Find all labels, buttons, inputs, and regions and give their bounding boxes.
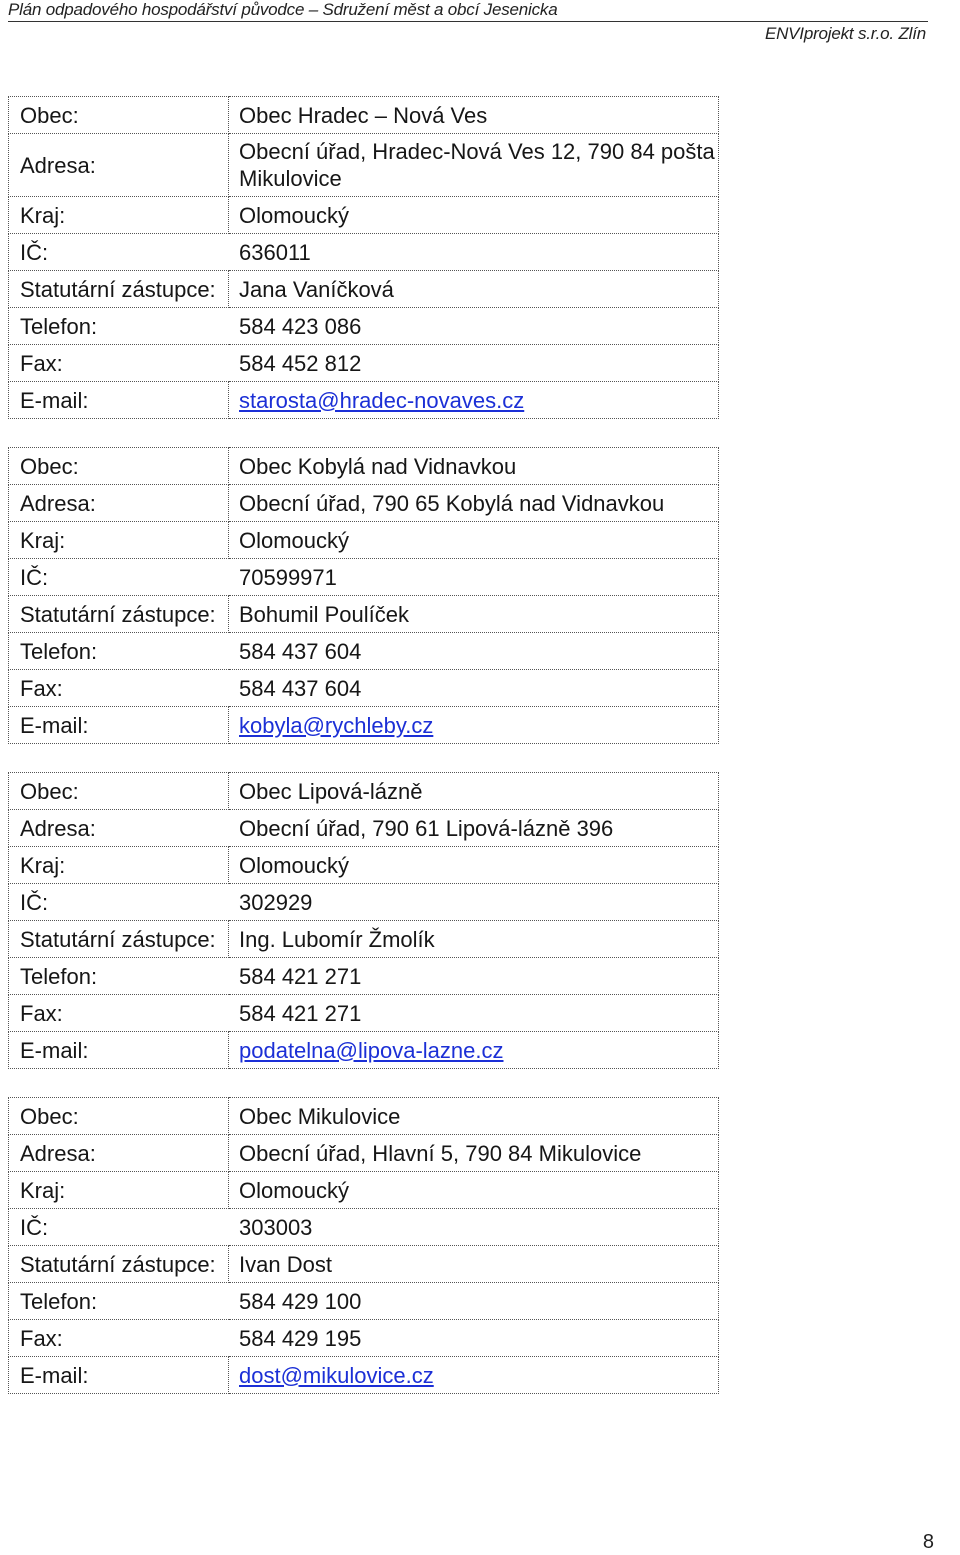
municipality-records	[8, 96, 719, 1422]
record-row-fax	[9, 995, 719, 1032]
document-header-company: ENVIprojekt s.r.o. Zlín	[764, 24, 926, 43]
kraj-label: Kraj:	[9, 1172, 229, 1209]
record-row-ic	[9, 234, 719, 271]
record-row-kraj	[9, 1172, 719, 1209]
page-number: 8	[922, 1531, 934, 1553]
record-row-kraj	[9, 847, 719, 884]
record-row-kraj	[9, 197, 719, 234]
kraj-value: Olomoucký	[229, 522, 719, 559]
kraj-value: Olomoucký	[229, 197, 719, 234]
record-row-telefon	[9, 1283, 719, 1320]
record-row-ic	[9, 1209, 719, 1246]
record-row-ic	[9, 559, 719, 596]
adresa-label: Adresa:	[9, 810, 229, 847]
telefon-label: Telefon:	[9, 958, 229, 995]
kraj-label: Kraj:	[9, 847, 229, 884]
header-divider	[8, 21, 928, 22]
telefon-label: Telefon:	[9, 633, 229, 670]
telefon-value: 584 429 100	[229, 1283, 719, 1320]
fax-value: 584 429 195	[229, 1320, 719, 1357]
email-link[interactable]: dost@mikulovice.cz	[239, 1362, 434, 1388]
obec-label: Obec:	[9, 773, 229, 810]
document-header-title: Plán odpadového hospodářství původce – Sdružení měst a obcí Jesenicka	[8, 0, 558, 19]
ic-label: IČ:	[9, 884, 229, 921]
zastupce-label: Statutární zástupce:	[9, 1246, 229, 1283]
fax-label: Fax:	[9, 670, 229, 707]
ic-label: IČ:	[9, 559, 229, 596]
obec-value: Obec Kobylá nad Vidnavkou	[229, 448, 719, 485]
record-row-email	[9, 1032, 719, 1069]
obec-label: Obec:	[9, 448, 229, 485]
fax-label: Fax:	[9, 995, 229, 1032]
adresa-value: Obecní úřad, Hlavní 5, 790 84 Mikulovice	[229, 1135, 719, 1172]
kraj-value: Olomoucký	[229, 847, 719, 884]
adresa-value: Obecní úřad, 790 61 Lipová-lázně 396	[229, 810, 719, 847]
email-link[interactable]: podatelna@lipova-lazne.cz	[239, 1037, 504, 1063]
record-row-email	[9, 707, 719, 744]
record-row-fax	[9, 1320, 719, 1357]
email-label: E-mail:	[9, 382, 229, 419]
obec-value: Obec Mikulovice	[229, 1098, 719, 1135]
kraj-label: Kraj:	[9, 197, 229, 234]
obec-label: Obec:	[9, 1098, 229, 1135]
kraj-value: Olomoucký	[229, 1172, 719, 1209]
email-label: E-mail:	[9, 707, 229, 744]
adresa-label: Adresa:	[9, 134, 229, 197]
adresa-label: Adresa:	[9, 485, 229, 522]
fax-value: 584 421 271	[229, 995, 719, 1032]
email-label: E-mail:	[9, 1032, 229, 1069]
email-label: E-mail:	[9, 1357, 229, 1394]
obec-value: Obec Lipová-lázně	[229, 773, 719, 810]
telefon-value: 584 421 271	[229, 958, 719, 995]
kraj-label: Kraj:	[9, 522, 229, 559]
record-row-adresa	[9, 134, 719, 197]
fax-value: 584 452 812	[229, 345, 719, 382]
record-row-ic	[9, 884, 719, 921]
record-row-zastupce	[9, 271, 719, 308]
record-row-kraj	[9, 522, 719, 559]
adresa-label: Adresa:	[9, 1135, 229, 1172]
record-row-telefon	[9, 308, 719, 345]
zastupce-value: Bohumil Poulíček	[229, 596, 719, 633]
obec-label: Obec:	[9, 97, 229, 134]
record-row-obec	[9, 1098, 719, 1135]
record-row-adresa	[9, 1135, 719, 1172]
zastupce-value: Ing. Lubomír Žmolík	[229, 921, 719, 958]
municipality-record-lipova-lazne	[8, 772, 719, 1069]
record-row-zastupce	[9, 596, 719, 633]
record-row-adresa	[9, 485, 719, 522]
record-row-telefon	[9, 958, 719, 995]
record-row-fax	[9, 670, 719, 707]
record-row-zastupce	[9, 921, 719, 958]
ic-value: 70599971	[229, 559, 719, 596]
fax-label: Fax:	[9, 345, 229, 382]
municipality-record-kobyla-nad-vidnavkou	[8, 447, 719, 744]
obec-value: Obec Hradec – Nová Ves	[229, 97, 719, 134]
record-row-email	[9, 1357, 719, 1394]
record-row-obec	[9, 448, 719, 485]
zastupce-label: Statutární zástupce:	[9, 271, 229, 308]
zastupce-label: Statutární zástupce:	[9, 596, 229, 633]
ic-label: IČ:	[9, 234, 229, 271]
zastupce-label: Statutární zástupce:	[9, 921, 229, 958]
record-row-obec	[9, 773, 719, 810]
email-link[interactable]: kobyla@rychleby.cz	[239, 712, 434, 738]
fax-value: 584 437 604	[229, 670, 719, 707]
zastupce-value: Jana Vaníčková	[229, 271, 719, 308]
telefon-value: 584 423 086	[229, 308, 719, 345]
ic-label: IČ:	[9, 1209, 229, 1246]
adresa-value: Obecní úřad, Hradec-Nová Ves 12, 790 84 pošta Mikulovice	[229, 134, 719, 197]
record-row-adresa	[9, 810, 719, 847]
email-link[interactable]: starosta@hradec-novaves.cz	[239, 387, 525, 413]
record-row-telefon	[9, 633, 719, 670]
telefon-label: Telefon:	[9, 1283, 229, 1320]
fax-label: Fax:	[9, 1320, 229, 1357]
record-row-fax	[9, 345, 719, 382]
record-row-obec	[9, 97, 719, 134]
municipality-record-hradec-nova-ves	[8, 96, 719, 419]
ic-value: 303003	[229, 1209, 719, 1246]
telefon-label: Telefon:	[9, 308, 229, 345]
ic-value: 636011	[229, 234, 719, 271]
municipality-record-mikulovice	[8, 1097, 719, 1394]
zastupce-value: Ivan Dost	[229, 1246, 719, 1283]
ic-value: 302929	[229, 884, 719, 921]
record-row-email	[9, 382, 719, 419]
record-row-zastupce	[9, 1246, 719, 1283]
telefon-value: 584 437 604	[229, 633, 719, 670]
adresa-value: Obecní úřad, 790 65 Kobylá nad Vidnavkou	[229, 485, 719, 522]
